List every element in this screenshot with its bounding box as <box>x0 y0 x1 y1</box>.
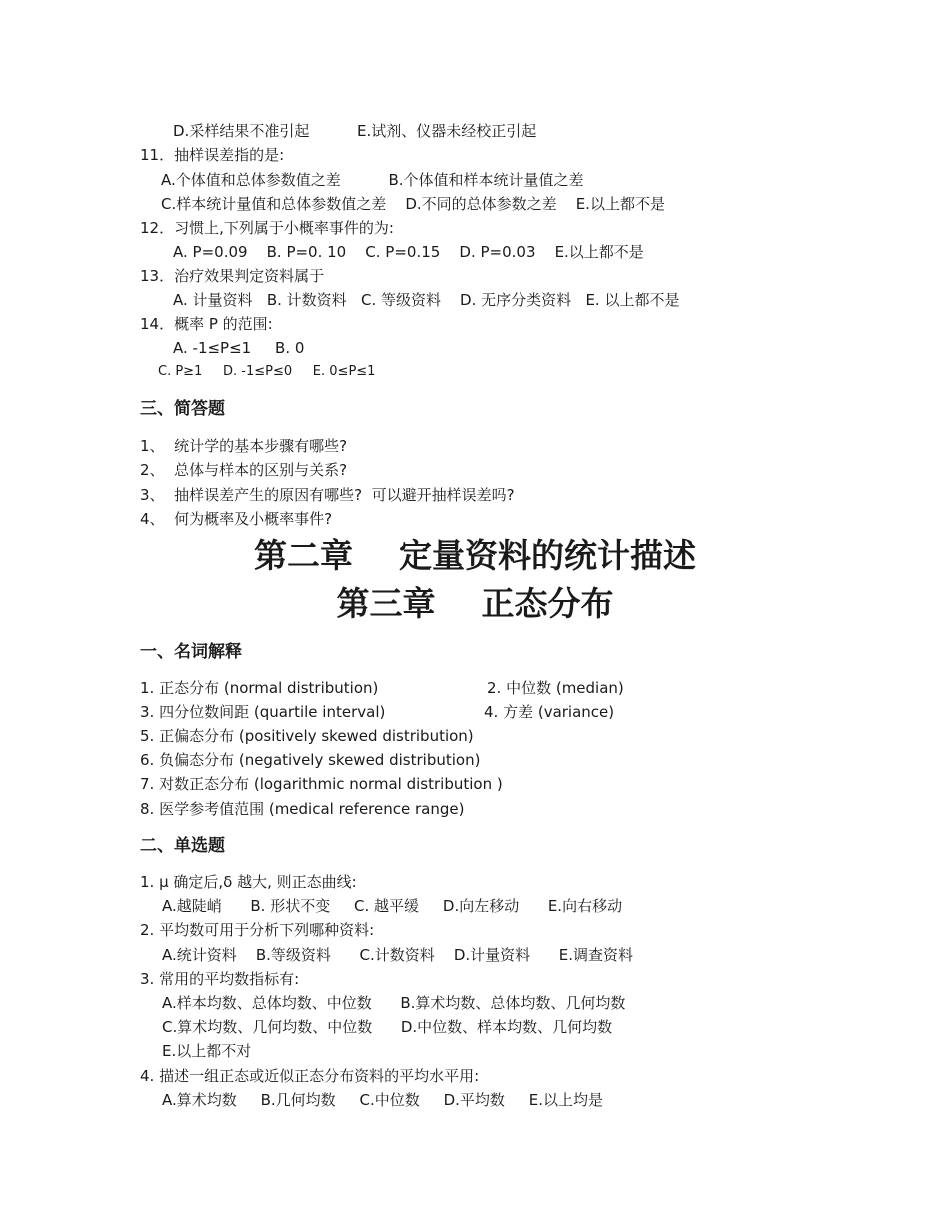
question-options: E.以上都不对 <box>162 1042 252 1060</box>
question-stem: 13．治疗效果判定资料属于 <box>140 267 325 285</box>
question-options: A.算术均数 B.几何均数 C.中位数 D.平均数 E.以上均是 <box>162 1091 603 1109</box>
chapter-title: 第二章 定量资料的统计描述 <box>254 536 696 575</box>
section-heading: 二、单选题 <box>140 836 225 856</box>
question-stem: 11．抽样误差指的是: <box>140 146 285 164</box>
question-options: A.个体值和总体参数值之差 B.个体值和样本统计量值之差 <box>161 171 584 189</box>
question-options: C.算术均数、几何均数、中位数 D.中位数、样本均数、几何均数 <box>162 1018 613 1036</box>
question-options: A. -1≤P≤1 B. 0 <box>173 339 305 357</box>
term-item: 5. 正偏态分布 (positively skewed distribution) <box>140 727 474 745</box>
question-options: A. 计量资料 B. 计数资料 C. 等级资料 D. 无序分类资料 E. 以上都不是 <box>173 291 680 309</box>
question-stem: 12．习惯上,下列属于小概率事件的为: <box>140 219 394 237</box>
question-options: A.样本均数、总体均数、中位数 B.算术均数、总体均数、几何均数 <box>162 994 626 1012</box>
list-item: 2、 总体与样本的区别与关系? <box>140 461 348 479</box>
q10-options: D.采样结果不准引起 E.试剂、仪器未经校正引起 <box>173 122 537 140</box>
term-item: 7. 对数正态分布 (logarithmic normal distribution ) <box>140 775 503 793</box>
question-options: C.样本统计量值和总体参数值之差 D.不同的总体参数之差 E.以上都不是 <box>161 195 665 213</box>
list-item: 1、 统计学的基本步骤有哪些? <box>140 437 348 455</box>
list-item: 3、 抽样误差产生的原因有哪些? 可以避开抽样误差吗? <box>140 486 515 504</box>
question-stem: 3. 常用的平均数指标有: <box>140 970 300 988</box>
term-item: 1. 正态分布 (normal distribution) <box>140 679 379 697</box>
question-stem: 14．概率 P 的范围: <box>140 315 273 333</box>
question-stem: 4. 描述一组正态或近似正态分布资料的平均水平用: <box>140 1067 480 1085</box>
term-item: 2. 中位数 (median) <box>487 679 624 697</box>
term-item: 8. 医学参考值范围 (medical reference range) <box>140 800 465 818</box>
section-heading: 一、名词解释 <box>140 642 242 662</box>
question-options: A. P=0.09 B. P=0. 10 C. P=0.15 D. P=0.03 E.以上都不是 <box>173 243 644 261</box>
list-item: 4、 何为概率及小概率事件? <box>140 510 333 528</box>
section-heading: 三、简答题 <box>140 399 225 419</box>
term-item: 3. 四分位数间距 (quartile interval) <box>140 703 386 721</box>
chapter-title: 第三章 正态分布 <box>336 584 614 623</box>
question-options: A.统计资料 B.等级资料 C.计数资料 D.计量资料 E.调查资料 <box>162 946 633 964</box>
question-options: C. P≥1 D. -1≤P≤0 E. 0≤P≤1 <box>158 364 376 379</box>
term-item: 6. 负偏态分布 (negatively skewed distribution) <box>140 751 481 769</box>
question-stem: 1. μ 确定后,δ 越大, 则正态曲线: <box>140 873 357 891</box>
question-stem: 2. 平均数可用于分析下列哪种资料: <box>140 921 375 939</box>
question-options: A.越陡峭 B. 形状不变 C. 越平缓 D.向左移动 E.向右移动 <box>162 897 623 915</box>
term-item: 4. 方差 (variance) <box>484 703 615 721</box>
